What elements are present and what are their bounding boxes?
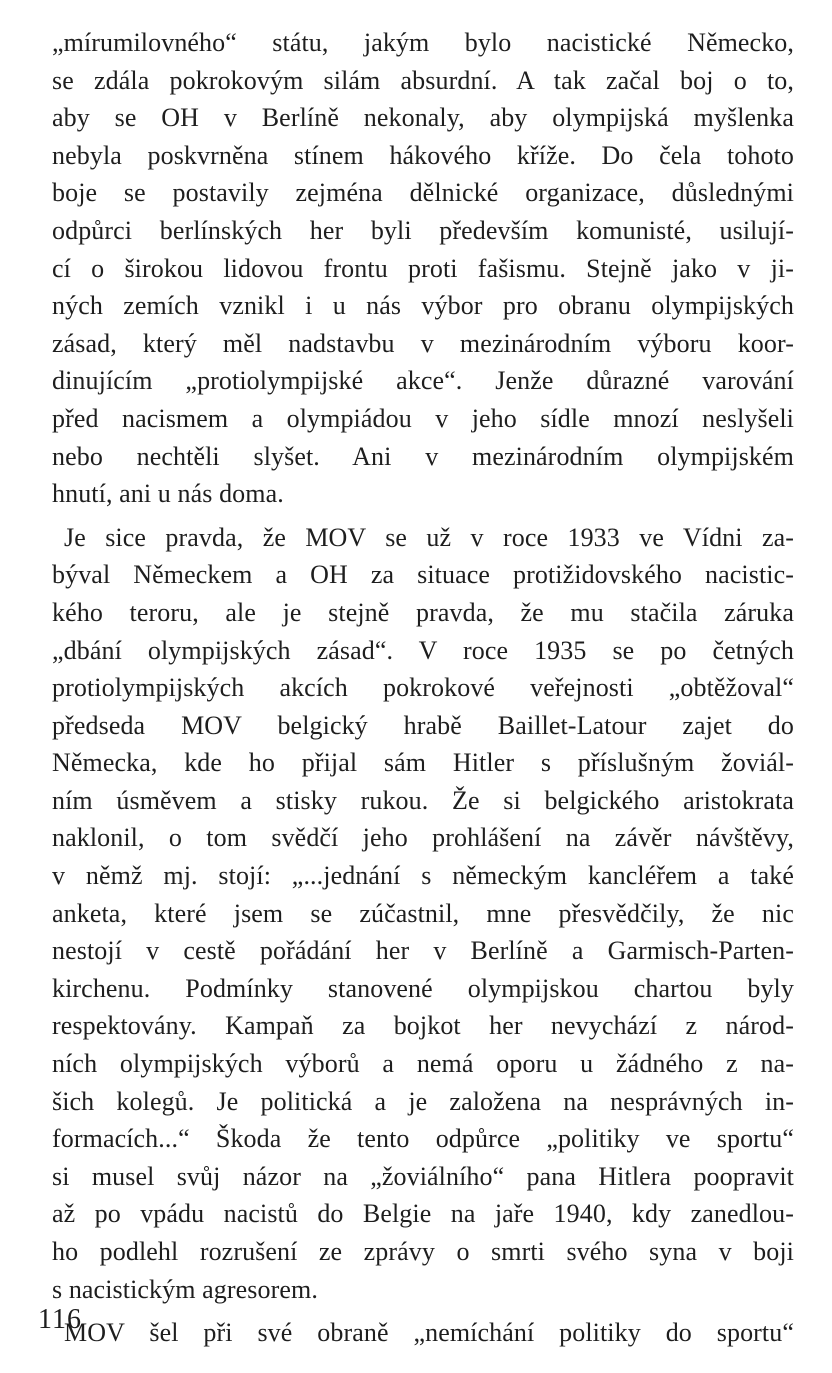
paragraph-2 — [52, 519, 794, 1308]
text-line: předseda MOV belgický hrabě Baillet-Latour zajet do — [52, 710, 794, 740]
text-line: ho podlehl rozrušení ze zprávy o smrti svého syna v boji — [52, 1237, 794, 1266]
text-line: Je sice pravda, že MOV se už v roce 1933 ve Vídni za- — [64, 522, 794, 552]
text-line: v němž mj. stojí: „...jednání s německým kancléřem a také — [52, 861, 794, 891]
text-line: boje se postavily zejména dělnické organizace, důslednými — [52, 178, 794, 208]
text-line: cí o širokou lidovou frontu proti fašismu. Stejně jako v ji- — [52, 253, 794, 283]
text-line: anketa, které jsem se zúčastnil, mne přesvědčily, že nic — [52, 898, 794, 928]
text-line: před nacismem a olympiádou v jeho sídle mnozí neslyšeli — [52, 403, 794, 433]
text-line: naklonil, o tom svědčí jeho prohlášení na závěr návštěvy, — [52, 823, 794, 853]
text-line: ním úsměvem a stisky rukou. Že si belgického aristokrata — [52, 785, 794, 815]
text-line: nebyla poskvrněna stínem hákového kříže. Do čela tohoto — [52, 140, 794, 170]
text-line: odpůrci berlínských her byli především komunisté, usilují- — [52, 215, 794, 245]
text-line: nestojí v cestě pořádání her v Berlíně a Garmisch-Parten- — [52, 936, 794, 966]
text-line: respektovány. Kampaň za bojkot her nevychází z národ- — [52, 1011, 794, 1041]
text-line: hnutí, ani u nás doma. — [52, 479, 284, 509]
text-line: až po vpádu nacistů do Belgie na jaře 1940, kdy zanedlou- — [52, 1199, 794, 1229]
body-text — [52, 24, 794, 1352]
text-line: se zdála pokrokovým silám absurdní. A tak začal boj o to, — [52, 65, 794, 95]
text-line: nebo nechtěli slyšet. Ani v mezinárodním olympijském — [52, 441, 794, 471]
text-line: šich kolegů. Je politická a je založena na nesprávných in- — [52, 1086, 794, 1116]
text-line: aby se OH v Berlíně nekonaly, aby olympijská myšlenka — [52, 103, 794, 133]
text-line: ních olympijských výborů a nemá oporu u žádného z na- — [52, 1049, 794, 1079]
text-line: býval Německem a OH za situace protižidovského nacistic- — [52, 560, 794, 590]
text-line: s nacistickým agresorem. — [52, 1274, 318, 1304]
text-line: formacích...“ Škoda že tento odpůrce „politiky ve sportu“ — [52, 1124, 794, 1154]
page-number: 116 — [38, 1304, 82, 1335]
text-line: kého teroru, ale je stejně pravda, že mu stačila záruka — [52, 597, 794, 627]
paragraph-1 — [52, 24, 794, 513]
text-line: Německa, kde ho přijal sám Hitler s příslušným žoviál- — [52, 748, 794, 778]
text-line: „dbání olympijských zásad“. V roce 1935 se po četných — [52, 635, 794, 665]
text-line: ných zemích vznikl i u nás výbor pro obranu olympijských — [52, 291, 794, 321]
text-line: kirchenu. Podmínky stanovené olympijskou chartou byly — [52, 973, 794, 1003]
text-line: „mírumilovného“ státu, jakým bylo nacistické Německo, — [52, 28, 794, 57]
text-line: protiolympijských akcích pokrokové veřejnosti „obtěžoval“ — [52, 673, 794, 703]
text-line: si musel svůj názor na „žoviálního“ pana Hitlera poopravit — [52, 1161, 794, 1191]
paragraph-3 — [52, 1314, 794, 1352]
text-line: zásad, který měl nadstavbu v mezinárodním výboru koor- — [52, 328, 794, 358]
text-line: MOV šel při své obraně „nemíchání politiky do sportu“ — [64, 1318, 794, 1348]
text-line: dinujícím „protiolympijské akce“. Jenže důrazné varování — [52, 366, 794, 396]
